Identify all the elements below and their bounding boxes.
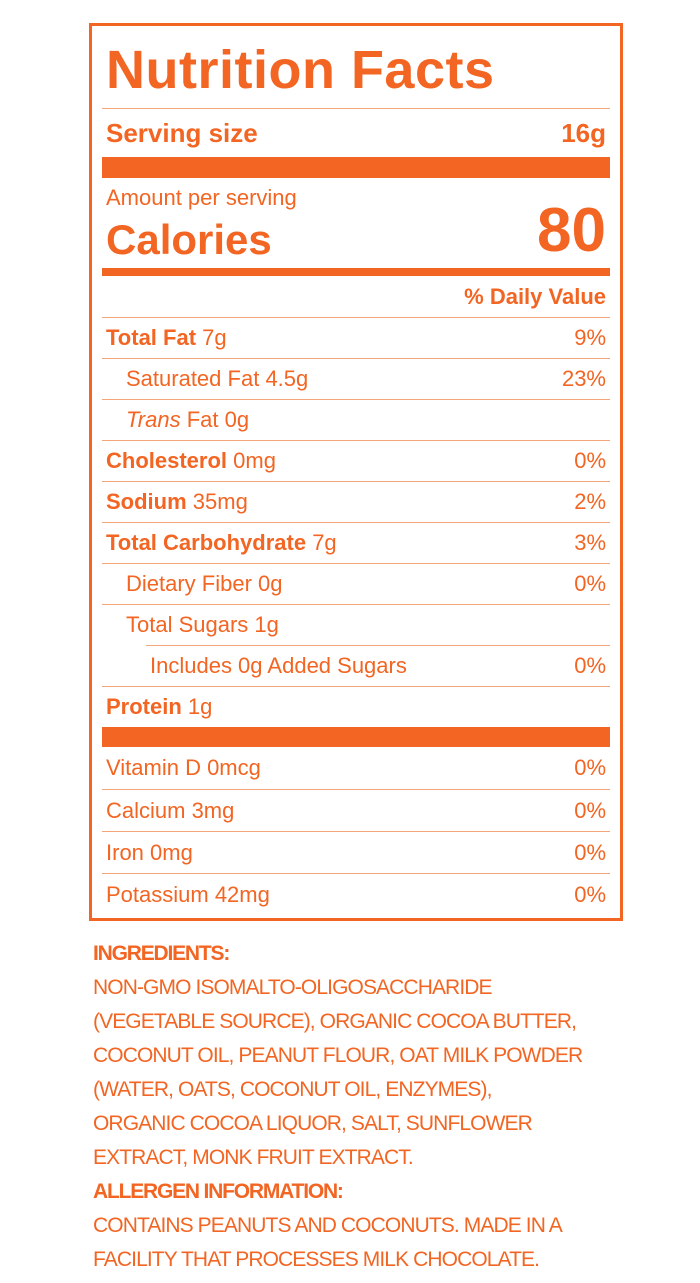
allergen-line: FACILITY THAT PROCESSES MILK CHOCOLATE. xyxy=(93,1248,540,1271)
nutrient-row-added-sugars xyxy=(102,645,610,686)
nutrient-name: Fat xyxy=(186,407,219,432)
amount-per-serving: Amount per serving xyxy=(106,185,297,210)
calories-value: 80 xyxy=(537,196,606,265)
nutrient-label xyxy=(126,571,283,597)
nutrient-amount: 1g xyxy=(187,694,213,719)
ingredients-line: (WATER, OATS, COCONUT OIL, ENZYMES), xyxy=(93,1078,492,1101)
vitamin-row-vitamin-d xyxy=(102,747,610,789)
ingredients-line: EXTRACT, MONK FRUIT EXTRACT. xyxy=(93,1146,413,1169)
nutrient-row-total-carbohydrate xyxy=(102,522,610,563)
daily-value-header: % Daily Value xyxy=(464,284,606,309)
serving-size-label: Serving size xyxy=(106,117,258,148)
nutrient-name: Total Sugars xyxy=(126,612,249,637)
ingredients-section xyxy=(93,937,653,1277)
nutrient-row-trans-fat xyxy=(102,399,610,440)
nutrient-label xyxy=(126,407,249,433)
nutrient-label xyxy=(126,366,308,392)
thick-divider xyxy=(102,727,610,747)
ingredients-heading: INGREDIENTS: xyxy=(93,942,230,965)
nutrient-name: Sodium xyxy=(106,489,187,514)
vitamin-label: Iron 0mg xyxy=(106,839,193,865)
nutrition-facts-label xyxy=(89,23,623,921)
nutrient-dv: 0% xyxy=(574,571,606,596)
nutrient-amount: 7g xyxy=(202,325,227,350)
nutrient-name: Saturated Fat xyxy=(126,366,260,391)
nutrient-dv: 23% xyxy=(561,366,606,391)
nutrient-dv: 9% xyxy=(574,325,606,350)
nutrient-label xyxy=(106,448,276,474)
nutrient-amount: 0g xyxy=(258,571,283,596)
vitamin-label: Calcium 3mg xyxy=(106,797,235,823)
medium-divider xyxy=(102,268,610,276)
calories-label: Calories xyxy=(106,216,272,263)
nutrient-row-protein xyxy=(102,686,610,727)
nutrient-row-cholesterol xyxy=(102,440,610,481)
vitamin-dv: 0% xyxy=(574,839,606,865)
thick-divider xyxy=(102,157,610,178)
vitamin-label: Vitamin D 0mcg xyxy=(106,755,261,780)
nutrient-amount: 1g xyxy=(254,612,279,637)
nutrient-amount: 0mg xyxy=(233,448,276,473)
nutrient-dv: 0% xyxy=(574,652,606,678)
nutrient-dv: 3% xyxy=(574,530,606,555)
allergen-heading: ALLERGEN INFORMATION: xyxy=(93,1180,343,1203)
ingredients-line: ORGANIC COCOA LIQUOR, SALT, SUNFLOWER xyxy=(93,1112,532,1135)
nutrient-amount: 35mg xyxy=(192,489,248,514)
nutrient-amount: 7g xyxy=(312,530,337,555)
nutrient-label xyxy=(106,489,248,515)
vitamin-row-calcium xyxy=(102,789,610,831)
nutrient-row-total-fat xyxy=(102,317,610,358)
nutrient-row-total-sugars xyxy=(102,604,610,645)
nutrient-name-italic: Trans xyxy=(126,407,181,432)
allergen-line: CONTAINS PEANUTS AND COCONUTS. MADE IN A xyxy=(93,1214,562,1237)
label-title: Nutrition Facts xyxy=(106,40,495,100)
nutrient-label xyxy=(106,694,212,720)
nutrient-amount: 0g xyxy=(224,407,250,432)
nutrient-name: Total Carbohydrate xyxy=(106,530,307,555)
nutrient-label xyxy=(126,612,279,638)
nutrient-name: Cholesterol xyxy=(106,448,228,473)
ingredients-line: (VEGETABLE SOURCE), ORGANIC COCOA BUTTER, xyxy=(93,1010,577,1033)
vitamin-label: Potassium 42mg xyxy=(106,881,270,907)
ingredients-line: COCONUT OIL, PEANUT FLOUR, OAT MILK POWDER xyxy=(93,1044,583,1067)
nutrient-row-sodium xyxy=(102,481,610,522)
nutrient-label xyxy=(106,530,337,556)
vitamin-dv: 0% xyxy=(574,755,606,780)
serving-size-value: 16g xyxy=(561,117,606,148)
nutrient-name: Dietary Fiber xyxy=(126,571,252,596)
serving-size-row xyxy=(102,109,610,157)
nutrient-label: Includes 0g Added Sugars xyxy=(150,652,407,678)
nutrient-name: Protein xyxy=(106,694,182,719)
ingredients-line: NON-GMO ISOMALTO-OLIGOSACCHARIDE xyxy=(93,976,492,999)
vitamin-dv: 0% xyxy=(574,797,606,823)
nutrient-dv: 0% xyxy=(574,448,606,473)
nutrient-row-dietary-fiber xyxy=(102,563,610,604)
vitamin-row-potassium xyxy=(102,873,610,915)
nutrient-label xyxy=(106,325,227,351)
nutrient-row-saturated-fat xyxy=(102,358,610,399)
nutrient-dv: 2% xyxy=(574,489,606,514)
nutrient-name: Total Fat xyxy=(106,325,197,350)
vitamin-dv: 0% xyxy=(574,881,606,907)
vitamin-row-iron xyxy=(102,831,610,873)
nutrient-amount: 4.5g xyxy=(265,366,309,391)
